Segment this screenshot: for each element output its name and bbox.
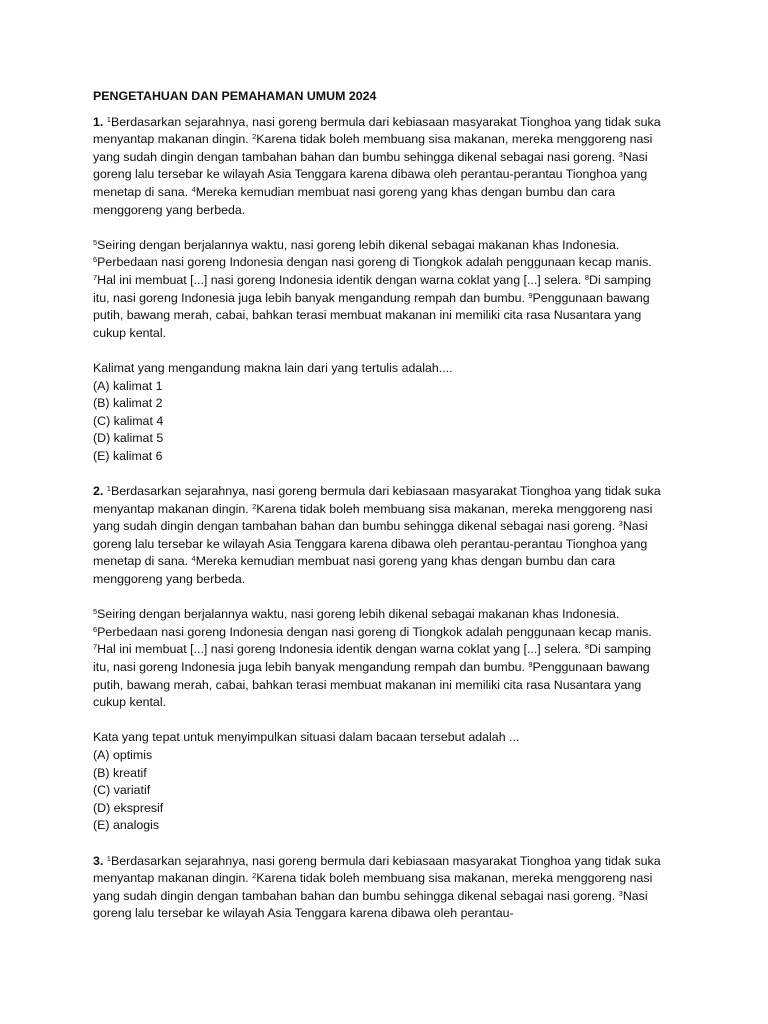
sentence-number: 2 bbox=[252, 871, 257, 881]
sentence: Perbedaan nasi goreng Indonesia dengan nasi goreng di Tiongkok adalah penggunaan kecap manis. bbox=[97, 255, 652, 270]
sentence-number: 3 bbox=[618, 519, 623, 529]
document-title: PENGETAHUAN DAN PEMAHAMAN UMUM 2024 bbox=[93, 89, 377, 103]
answer-option: (C) kalimat 4 bbox=[93, 413, 164, 428]
sentence: Penggunaan bawang putih, bawang merah, cabai, bahkan terasi membuat makanan ini memiliki cita rasa Nusantara yang cukup kental. bbox=[93, 290, 650, 340]
sentence-number: 8 bbox=[584, 642, 589, 652]
question-2-paragraph-1 bbox=[93, 483, 668, 589]
answer-option: (E) kalimat 6 bbox=[93, 448, 163, 463]
sentence: Seiring dengan berjalannya waktu, nasi goreng lebih dikenal sebagai makanan khas Indonesia. bbox=[97, 237, 620, 252]
sentence-number: 1 bbox=[106, 484, 111, 494]
sentence-number: 2 bbox=[252, 132, 257, 142]
question-1-paragraph-1 bbox=[93, 114, 668, 220]
sentence-number: 4 bbox=[191, 554, 196, 564]
question-3 bbox=[93, 853, 668, 923]
answer-option: (C) variatif bbox=[93, 783, 151, 798]
sentence: Berdasarkan sejarahnya, nasi goreng bermula dari kebiasaan masyarakat Tionghoa yang tidak suka menyantap makanan dingin. bbox=[93, 114, 661, 147]
sentence-number: 6 bbox=[93, 624, 98, 634]
question-number: 2. bbox=[93, 484, 104, 499]
sentence-number: 4 bbox=[191, 184, 196, 194]
answer-options bbox=[93, 378, 668, 466]
sentence-number: 7 bbox=[93, 642, 98, 652]
sentence: Di samping itu, nasi goreng Indonesia juga lebih banyak mengandung rempah dan bumbu. bbox=[93, 642, 651, 674]
answer-option: (B) kreatif bbox=[93, 765, 147, 780]
sentence-number: 5 bbox=[93, 237, 98, 247]
sentence-number: 5 bbox=[93, 607, 98, 617]
question-2-paragraph-2 bbox=[93, 606, 668, 712]
answer-option: (A) kalimat 1 bbox=[93, 378, 163, 393]
sentence: Nasi goreng lalu tersebar ke wilayah Asia Tenggara karena dibawa oleh perantau-perantau Tionghoa yang menetap di sana. bbox=[93, 519, 648, 569]
sentence: Nasi goreng lalu tersebar ke wilayah Asia Tenggara karena dibawa oleh perantau-perantau Tionghoa yang menetap di sana. bbox=[93, 149, 648, 199]
sentence: Perbedaan nasi goreng Indonesia dengan nasi goreng di Tiongkok adalah penggunaan kecap manis. bbox=[97, 624, 652, 639]
answer-options bbox=[93, 747, 668, 835]
answer-option: (D) ekspresif bbox=[93, 800, 164, 815]
answer-option: (B) kalimat 2 bbox=[93, 396, 163, 411]
sentence-number: 8 bbox=[584, 272, 589, 282]
sentence: Karena tidak boleh membuang sisa makanan, mereka menggoreng nasi yang sudah dingin dengan tambahan bahan dan bumbu sehingga dikenal sebagai nasi goreng. bbox=[93, 871, 653, 903]
question-number: 3. bbox=[93, 853, 104, 868]
answer-option: (D) kalimat 5 bbox=[93, 431, 164, 446]
question-number: 1. bbox=[93, 114, 104, 129]
sentence-number: 1 bbox=[106, 114, 111, 124]
answer-option: (A) optimis bbox=[93, 747, 153, 762]
sentence: Hal ini membuat [...] nasi goreng Indonesia identik dengan warna coklat yang [...] selera. bbox=[97, 642, 585, 657]
sentence-number: 7 bbox=[93, 272, 98, 282]
sentence-number: 2 bbox=[252, 501, 257, 511]
sentence: Hal ini membuat [...] nasi goreng Indonesia identik dengan warna coklat yang [...] selera. bbox=[97, 272, 585, 287]
answer-option: (E) analogis bbox=[93, 818, 160, 833]
sentence: Mereka kemudian membuat nasi goreng yang khas dengan bumbu dan cara menggoreng yang berbeda. bbox=[93, 184, 616, 217]
question-1 bbox=[93, 114, 668, 466]
sentence: Mereka kemudian membuat nasi goreng yang khas dengan bumbu dan cara menggoreng yang berbeda. bbox=[93, 554, 616, 587]
question-prompt: Kalimat yang mengandung makna lain dari yang tertulis adalah.... bbox=[93, 360, 453, 375]
sentence: Karena tidak boleh membuang sisa makanan, mereka menggoreng nasi yang sudah dingin dengan tambahan bahan dan bumbu sehingga dikenal sebagai nasi goreng. bbox=[93, 501, 653, 534]
sentence: Berdasarkan sejarahnya, nasi goreng bermula dari kebiasaan masyarakat Tionghoa yang tidak suka menyantap makanan dingin. bbox=[93, 484, 661, 516]
sentence-number: 3 bbox=[618, 149, 623, 159]
sentence-number: 1 bbox=[106, 853, 111, 863]
question-2 bbox=[93, 483, 668, 835]
sentence: Di samping itu, nasi goreng Indonesia juga lebih banyak mengandung rempah dan bumbu. bbox=[93, 272, 651, 305]
sentence-number: 6 bbox=[93, 255, 98, 265]
question-1-paragraph-2 bbox=[93, 237, 668, 343]
sentence: Karena tidak boleh membuang sisa makanan, mereka menggoreng nasi yang sudah dingin dengan tambahan bahan dan bumbu sehingga dikenal sebagai nasi goreng. bbox=[93, 132, 653, 164]
sentence: Seiring dengan berjalannya waktu, nasi goreng lebih dikenal sebagai makanan khas Indonesia. bbox=[97, 607, 620, 622]
question-prompt: Kata yang tepat untuk menyimpulkan situasi dalam bacaan tersebut adalah ... bbox=[93, 730, 520, 745]
question-3-paragraph-1 bbox=[93, 853, 668, 923]
sentence-number: 3 bbox=[618, 888, 623, 898]
sentence: Berdasarkan sejarahnya, nasi goreng bermula dari kebiasaan masyarakat Tionghoa yang tidak suka menyantap makanan dingin. bbox=[93, 853, 661, 886]
sentence: Penggunaan bawang putih, bawang merah, cabai, bahkan terasi membuat makanan ini memiliki cita rasa Nusantara yang cukup kental. bbox=[93, 660, 650, 710]
sentence-number: 9 bbox=[528, 290, 533, 300]
sentence-number: 9 bbox=[528, 660, 533, 669]
sentence: Nasi goreng lalu tersebar ke wilayah Asia Tenggara karena dibawa oleh perantau- bbox=[93, 888, 648, 921]
